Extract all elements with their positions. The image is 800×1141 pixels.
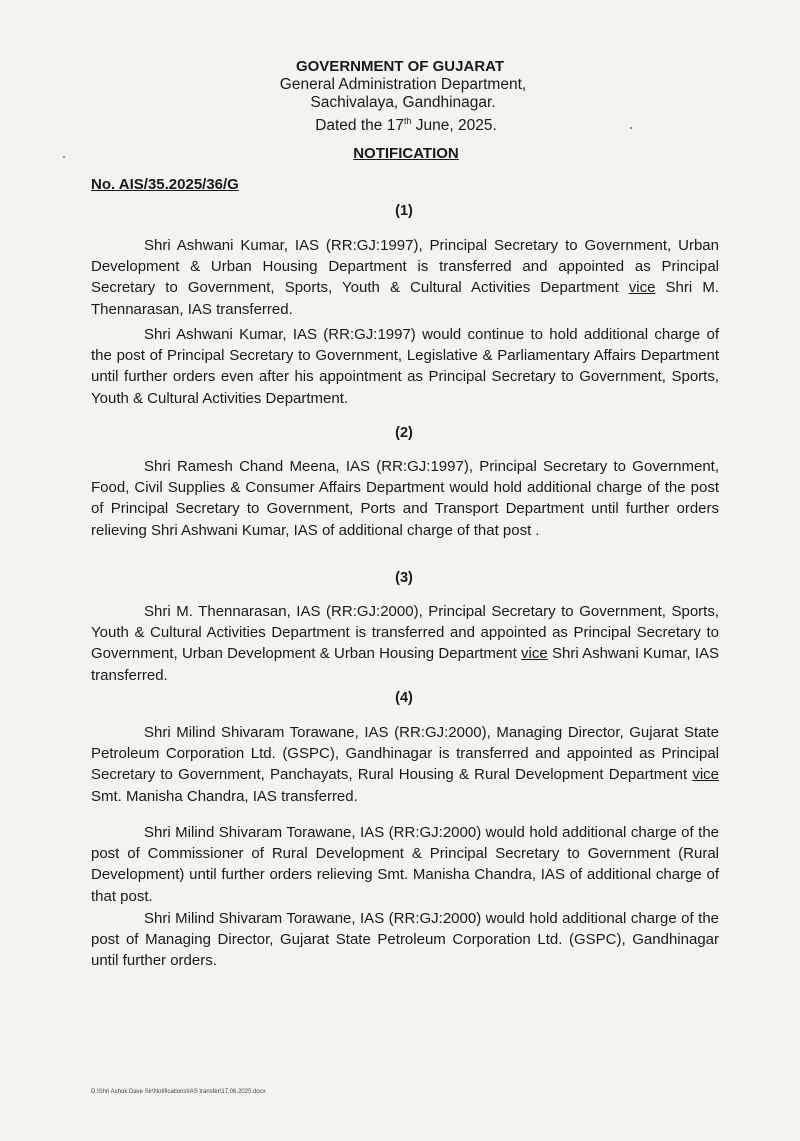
section-number: (2) [395,425,413,441]
section-number: (4) [395,690,413,706]
section-number: (1) [395,203,413,219]
location: Sachivalaya, Gandhinagar. [310,94,496,111]
scan-speck [630,127,632,129]
paragraph: Shri Ashwani Kumar, IAS (RR:GJ:1997) would continue to hold additional charge of the post of Principal Secretary to Government, Legislative & Parliamentary Affairs Department until further orders even after his appointment as Principal Secretary to Government, Sports, Youth & Cultural Activities Department. [91,326,719,407]
paragraph: Shri Milind Shivaram Torawane, IAS (RR:GJ:2000) would hold additional charge of the post of Managing Director, Gujarat State Petroleum Corporation Ltd. (GSPC), Gandhinagar until further orders. [91,910,719,970]
vice-word: vice [521,645,548,663]
paragraph: Shri Milind Shivaram Torawane, IAS (RR:GJ:2000), Managing Director, Gujarat State Petroleum Corporation Ltd. (GSPC), Gandhinagar is transferred and appointed as Principal Secretary to Government, Panchayats, Rural Housing & Rural Development Department vice Smt. Manisha Chandra, IAS transferred. [91,724,719,805]
reference-number: No. AIS/35.2025/36/G [91,176,239,193]
file-path-footer: D:\Shri Ashok Dave Sir\Notifications\IAS transfer\17.06.2025.docx [91,1089,266,1095]
paragraph: Shri Ashwani Kumar, IAS (RR:GJ:1997), Principal Secretary to Government, Urban Development & Urban Housing Department is transferred and appointed as Principal Secretary to Government, Sports, Youth & Cultural Activities Department vice Shri M. Thennarasan, IAS transferred. [91,237,719,318]
vice-word: vice [692,766,719,784]
government-name: GOVERNMENT OF GUJARAT [295,58,505,75]
paragraph: Shri M. Thennarasan, IAS (RR:GJ:2000), Principal Secretary to Government, Sports, Youth & Cultural Activities Department is transferred and appointed as Principal Secretary to Government, Urban Development & Urban Housing Department vice Shri Ashwani Kumar, IAS transferred. [91,603,719,684]
date-line: Dated the 17th June, 2025. [315,116,497,135]
document-header [0,58,800,135]
paragraph: Shri Milind Shivaram Torawane, IAS (RR:GJ:2000) would hold additional charge of the post of Commissioner of Rural Development & Principal Secretary to Government (Rural Development) until further orders relieving Smt. Manisha Chandra, IAS of additional charge of that post. [91,824,719,905]
section-number: (3) [395,570,413,586]
paragraph: Shri Ramesh Chand Meena, IAS (RR:GJ:1997), Principal Secretary to Government, Food, Civil Supplies & Consumer Affairs Department would hold additional charge of the post of Principal Secretary to Government, Ports and Transport Department until further orders relieving Shri Ashwani Kumar, IAS of additional charge of that post . [91,458,719,539]
department-name: General Administration Department, [279,76,527,93]
vice-word: vice [628,279,656,297]
notification-title: NOTIFICATION [353,145,459,162]
scan-speck [63,156,65,158]
